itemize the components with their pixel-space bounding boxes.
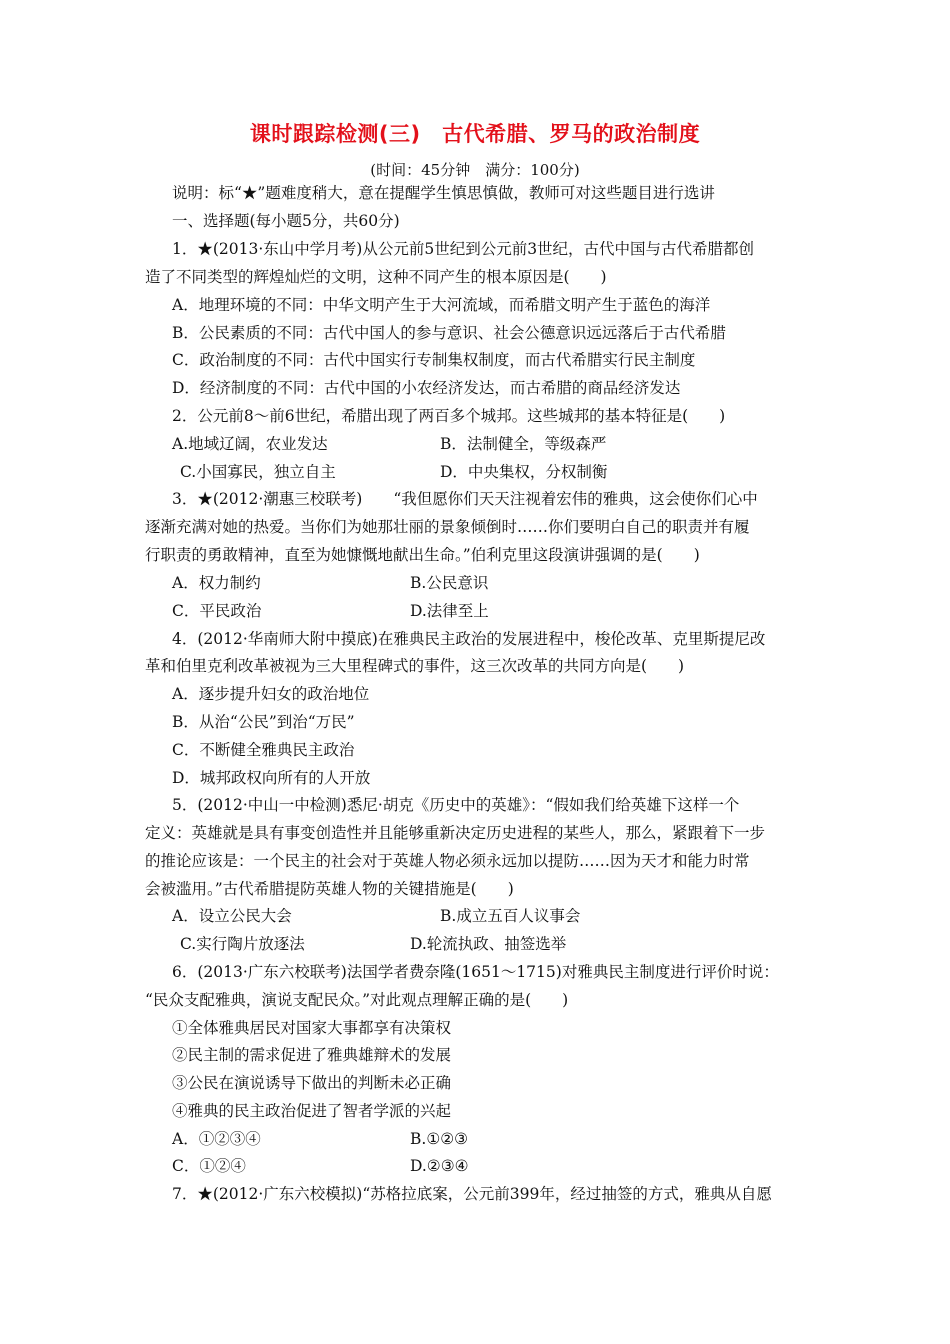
question-5-line-4: 会被滥用。”古代希腊提防英雄人物的关键措施是( ) — [145, 880, 514, 898]
question-2-option-a: A.地域辽阔，农业发达 — [172, 435, 328, 453]
question-4-option-a: A．逐步提升妇女的政治地位 — [172, 685, 370, 703]
question-5-option-d: D.轮流执政、抽签选举 — [410, 935, 567, 953]
question-2-option-b: B．法制健全，等级森严 — [440, 435, 607, 453]
question-6-line-1: 6．(2013·广东六校联考)法国学者费奈隆(1651～1715)对雅典民主制度进行评价时说： — [172, 963, 779, 981]
question-1-line-2: 造了不同类型的辉煌灿烂的文明，这种不同产生的根本原因是( ) — [145, 268, 607, 286]
question-1-option-d: D．经济制度的不同：古代中国的小农经济发达，而古希腊的商品经济发达 — [172, 379, 681, 397]
question-3-line-2: 逐渐充满对她的热爱。当你们为她那壮丽的景象倾倒时……你们要明白自己的职责并有履 — [145, 518, 750, 536]
question-4-option-c: C．不断健全雅典民主政治 — [172, 741, 355, 759]
question-2-option-c: C.小国寡民，独立自主 — [180, 463, 336, 481]
question-1-option-c: C．政治制度的不同：古代中国实行专制集权制度，而古代希腊实行民主制度 — [172, 351, 696, 369]
page-title: 课时跟踪检测(三) 古代希腊、罗马的政治制度 — [249, 122, 701, 146]
question-6-line-2: “民众支配雅典，演说支配民众。”对此观点理解正确的是( ) — [145, 991, 569, 1009]
question-5-line-3: 的推论应该是：一个民主的社会对于英雄人物必须永远加以提防……因为天才和能力时常 — [145, 852, 750, 870]
question-4-option-d: D．城邦政权向所有的人开放 — [172, 769, 371, 787]
question-6-statement-3: ③公民在演说诱导下做出的判断未必正确 — [172, 1074, 452, 1092]
question-6-statement-2: ②民主制的需求促进了雅典雄辩术的发展 — [172, 1046, 452, 1064]
question-7-line-1: 7．★(2012·广东六校模拟)“苏格拉底案，公元前399年，经过抽签的方式，雅典从自愿 — [172, 1185, 772, 1203]
question-6-option-c: C．①②④ — [172, 1157, 246, 1175]
question-3-option-b: B.公民意识 — [410, 574, 489, 592]
question-1-line-1: 1．★(2013·东山中学月考)从公元前5世纪到公元前3世纪，古代中国与古代希腊都创 — [172, 240, 755, 258]
question-3-option-a: A．权力制约 — [172, 574, 261, 592]
question-3-option-c: C．平民政治 — [172, 602, 262, 620]
question-1-option-a: A．地理环境的不同：中华文明产生于大河流域，而希腊文明产生于蓝色的海洋 — [172, 296, 711, 314]
question-6-option-b: B.①②③ — [410, 1130, 469, 1148]
question-5-option-a: A．设立公民大会 — [172, 907, 292, 925]
question-3-line-3: 行职责的勇敢精神，直至为她慷慨地献出生命。”伯利克里这段演讲强调的是( ) — [145, 546, 700, 564]
question-2-option-d: D．中央集权，分权制衡 — [440, 463, 608, 481]
question-4-line-2: 革和伯里克利改革被视为三大里程碑式的事件，这三次改革的共同方向是( ) — [145, 657, 685, 675]
question-1-option-b: B．公民素质的不同：古代中国人的参与意识、社会公德意识远远落后于古代希腊 — [172, 324, 726, 342]
question-4-option-b: B．从治“公民”到治“万民” — [172, 713, 355, 731]
question-5-line-1: 5．(2012·中山一中检测)悉尼·胡克《历史中的英雄》：“假如我们给英雄下这样一个 — [172, 796, 740, 814]
question-5-option-b: B.成立五百人议事会 — [440, 907, 581, 925]
question-5-option-c: C.实行陶片放逐法 — [180, 935, 305, 953]
question-3-option-d: D.法律至上 — [410, 602, 489, 620]
question-4-line-1: 4．(2012·华南师大附中摸底)在雅典民主政治的发展进程中，梭伦改革、克里斯提尼改 — [172, 630, 766, 648]
instruction-note: 说明：标“★”题难度稍大，意在提醒学生慎思慎做，教师可对这些题目进行选讲 — [172, 184, 715, 202]
section-heading: 一、选择题(每小题5分，共60分) — [172, 212, 400, 230]
question-6-statement-4: ④雅典的民主政治促进了智者学派的兴起 — [172, 1102, 452, 1120]
page-subtitle: (时间：45分钟 满分：100分) — [370, 161, 580, 179]
question-3-line-1: 3．★(2012·潮惠三校联考) “我但愿你们天天注视着宏伟的雅典，这会使你们心中 — [172, 490, 758, 508]
question-5-line-2: 定义：英雄就是具有事变创造性并且能够重新决定历史进程的某些人，那么，紧跟着下一步 — [145, 824, 766, 842]
question-6-option-d: D.②③④ — [410, 1157, 469, 1175]
question-6-option-a: A．①②③④ — [172, 1130, 261, 1148]
question-6-statement-1: ①全体雅典居民对国家大事都享有决策权 — [172, 1019, 452, 1037]
question-2-line-1: 2．公元前8～前6世纪，希腊出现了两百多个城邦。这些城邦的基本特征是( ) — [172, 407, 726, 425]
